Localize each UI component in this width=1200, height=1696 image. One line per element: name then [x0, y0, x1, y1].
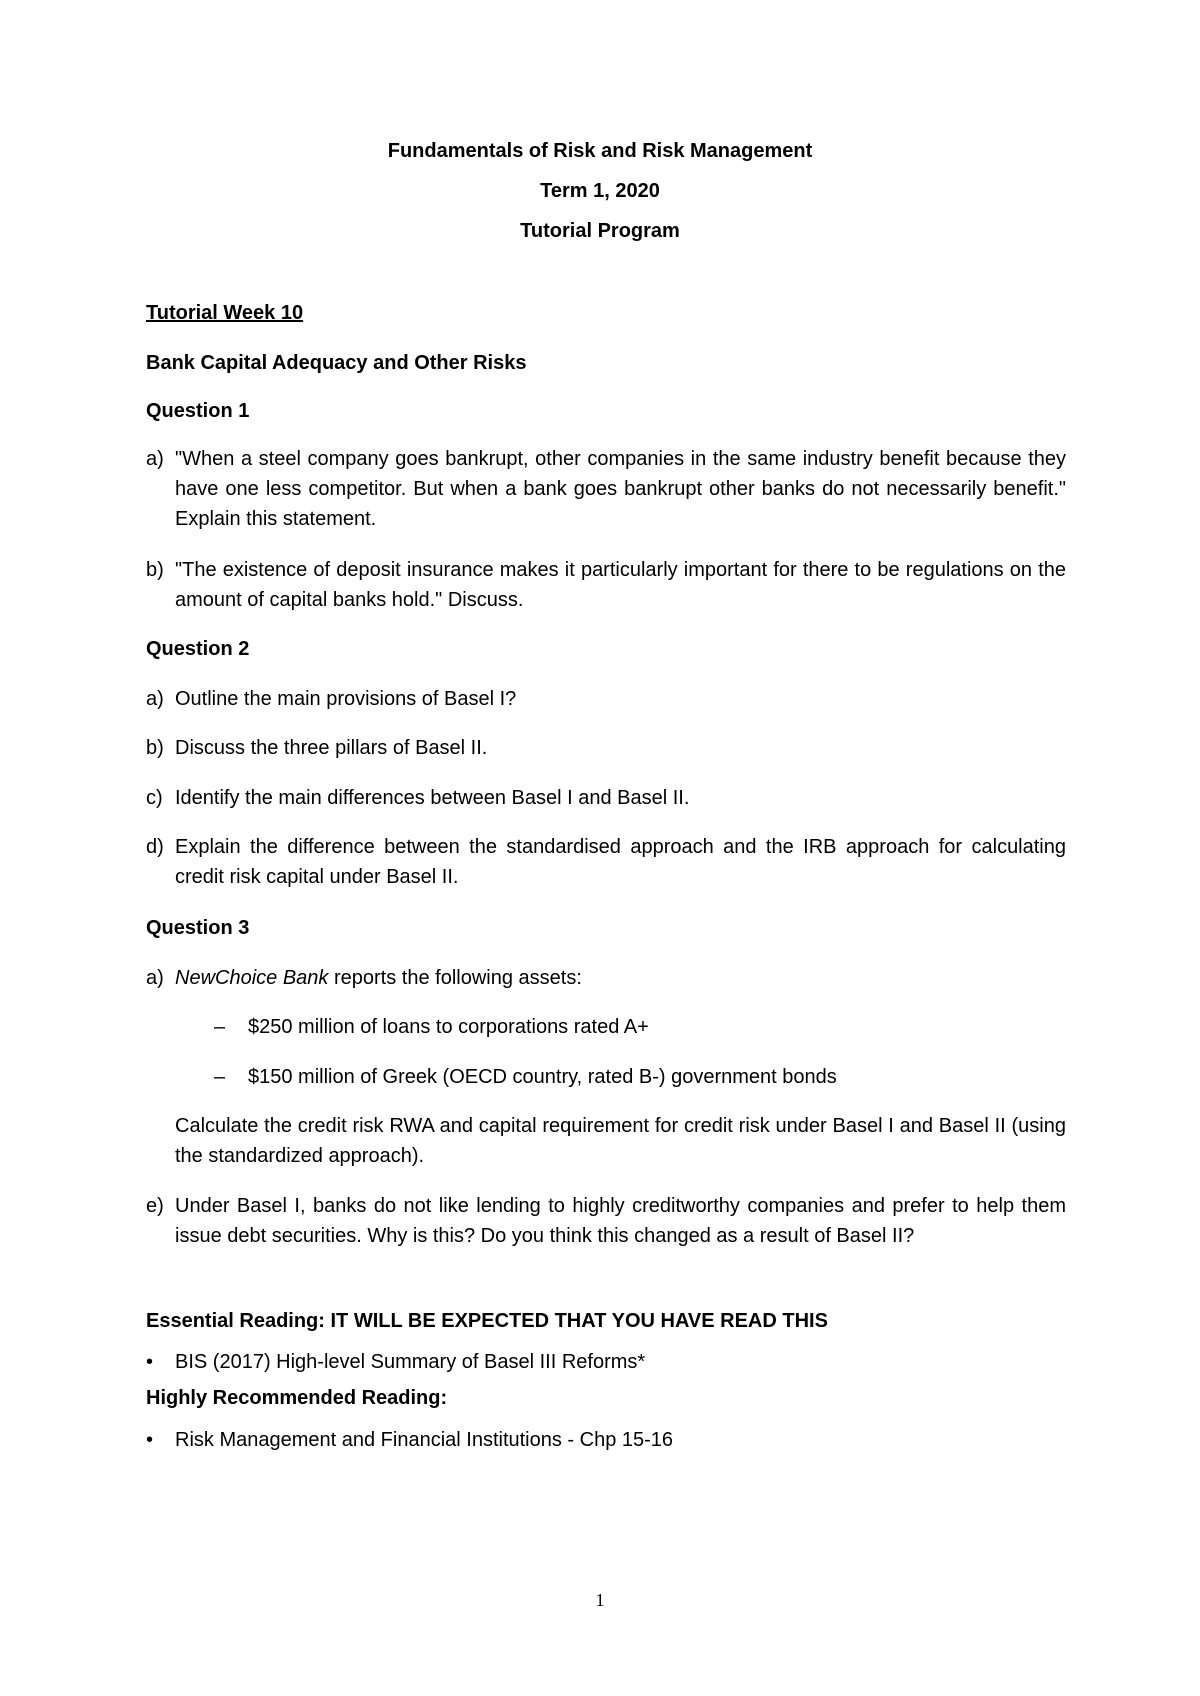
dash-marker: – — [214, 1066, 226, 1088]
item-marker: d) — [146, 836, 164, 858]
dash-marker: – — [214, 1016, 226, 1038]
item-text — [175, 963, 1066, 993]
course-title: Fundamentals of Risk and Risk Management — [387, 140, 813, 162]
asset-text: $150 million of Greek (OECD country, rated B-) government bonds — [248, 1066, 837, 1088]
item-text: Discuss the three pillars of Basel II. — [175, 737, 488, 759]
item-text: Explain the difference between the standardised approach and the IRB approach for calculating credit risk capital under Basel II. — [175, 836, 1066, 888]
question-2-item-b — [146, 733, 1066, 763]
question-2-item-c — [146, 783, 1066, 813]
question-2-heading: Question 2 — [146, 638, 250, 660]
week-heading-text: Tutorial Week 10 — [146, 302, 304, 324]
item-marker: c) — [146, 787, 163, 809]
essential-reading-heading: Essential Reading: IT WILL BE EXPECTED THAT YOU HAVE READ THIS — [146, 1310, 828, 1332]
question-2-item-d — [146, 832, 1066, 892]
bank-name: NewChoice Bank — [175, 967, 329, 989]
reading-list-item — [146, 1348, 645, 1376]
item-text-rest: reports the following assets: — [328, 967, 582, 989]
item-marker: a) — [146, 688, 164, 710]
reading-text: Risk Management and Financial Institutions - Chp 15-16 — [175, 1429, 674, 1451]
asset-item — [214, 1062, 837, 1092]
term-label: Term 1, 2020 — [540, 180, 660, 202]
question-1-heading: Question 1 — [146, 400, 250, 422]
reading-text: BIS (2017) High-level Summary of Basel III Reforms* — [175, 1351, 646, 1373]
item-marker: a) — [146, 967, 164, 989]
item-text: Identify the main differences between Basel I and Basel II. — [175, 787, 690, 809]
item-marker: b) — [146, 737, 164, 759]
item-text: Outline the main provisions of Basel I? — [175, 688, 517, 710]
item-text: "When a steel company goes bankrupt, other companies in the same industry benefit because they have one less competitor. But when a bank goes bankrupt other banks do not necessarily benefit." Explain this statement. — [175, 448, 1066, 530]
question-3-item-a — [146, 963, 1066, 993]
question-3-item-e — [146, 1191, 1066, 1251]
topic-heading: Bank Capital Adequacy and Other Risks — [146, 352, 527, 374]
question-1-item-a — [146, 444, 1066, 534]
bullet-marker: • — [146, 1351, 154, 1373]
item-marker: e) — [146, 1195, 164, 1217]
program-label: Tutorial Program — [520, 220, 680, 242]
item-marker: b) — [146, 559, 164, 581]
page-number: 1 — [595, 1590, 605, 1610]
asset-text: $250 million of loans to corporations rated A+ — [248, 1016, 649, 1038]
question-2-item-a — [146, 684, 1066, 714]
item-marker: a) — [146, 448, 164, 470]
reading-list-item — [146, 1426, 673, 1454]
question-1-item-b — [146, 555, 1066, 615]
week-heading — [146, 300, 303, 326]
asset-item — [214, 1012, 649, 1042]
item-text: "The existence of deposit insurance makes it particularly important for there to be regulations on the amount of capital banks hold." Discuss. — [175, 559, 1066, 611]
recommended-reading-heading: Highly Recommended Reading: — [146, 1387, 448, 1409]
question-3-heading: Question 3 — [146, 917, 250, 939]
bullet-marker: • — [146, 1429, 154, 1451]
item-text: Under Basel I, banks do not like lending to highly creditworthy companies and prefer to help them issue debt securities. Why is this? Do you think this changed as a result of Basel II? — [175, 1195, 1066, 1247]
calculation-instruction: Calculate the credit risk RWA and capital requirement for credit risk under Basel I and Basel II (using the standardized approach). — [175, 1115, 1066, 1167]
